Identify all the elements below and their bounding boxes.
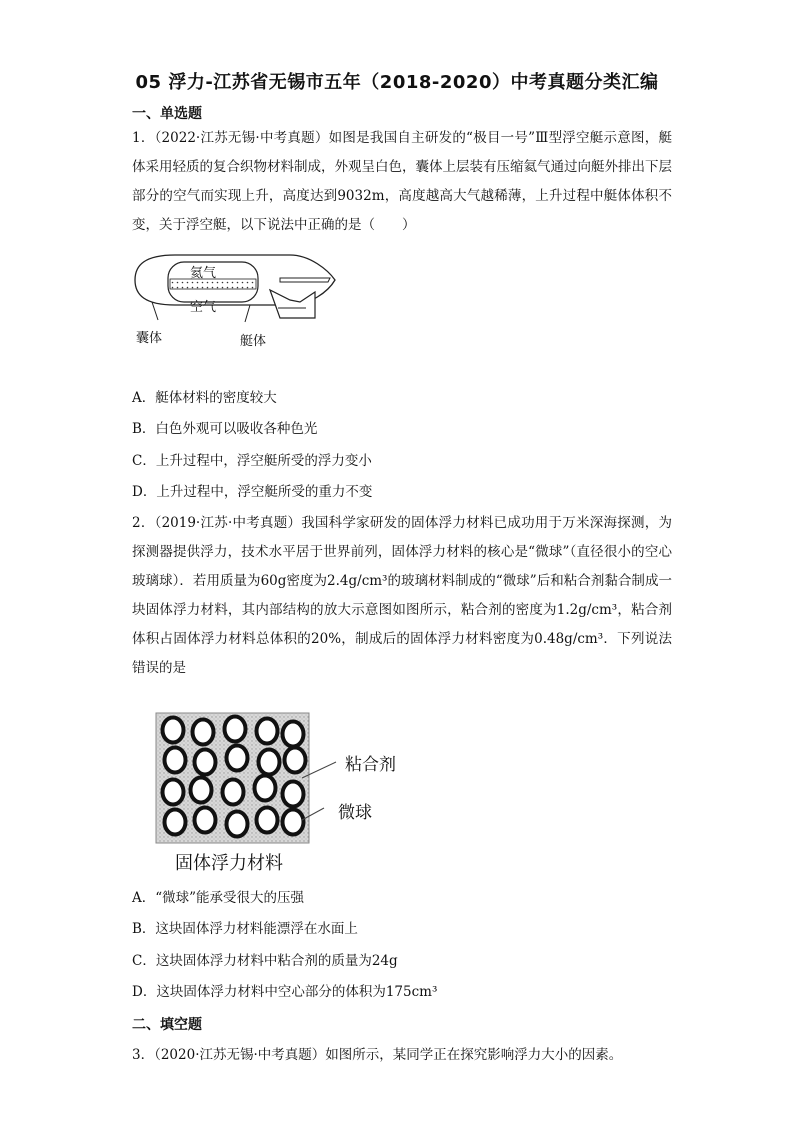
microsphere [227,746,248,771]
question-1-option-b[interactable]: B．白色外观可以吸收各种色光 [132,421,318,437]
microsphere [255,776,276,801]
binder-label: 粘合剂 [345,755,396,775]
microsphere [165,810,186,835]
microsphere [225,717,246,742]
microsphere [193,720,214,745]
microsphere [227,812,248,837]
document-title: 05 浮力-江苏省无锡市五年（2018-2020）中考真题分类汇编 [135,72,659,93]
microsphere [259,750,280,775]
question-2-option-b[interactable]: B．这块固体浮力材料能漂浮在水面上 [132,921,358,937]
microsphere [195,750,216,775]
microsphere [223,780,244,805]
microsphere [283,722,304,747]
question-2-option-c[interactable]: C．这块固体浮力材料中粘合剂的质量为24g [132,953,398,969]
section-heading-fill-blank: 二、填空题 [132,1017,202,1033]
question-2-text: 2．（2019·江苏·中考真题）我国科学家研发的固体浮力材料已成功用于万米深海探测，为探测器提供浮力，技术水平居于世界前列，固体浮力材料的核心是“微球”（直径很小的空心玻璃球）．若用质量为60g密度为2.4g/cm³的玻璃材料制成的“微球”后和粘合剂黏合制成一块固体浮力材料，其内部结构的放大示意图如图所示，粘合剂的密度为1.2g/cm³，粘合剂体积占固体浮力材料总体积的20%，制成后的固体浮力材料密度为0.48g/cm³．下列说法错误的是 [132,515,672,676]
question-1-option-a[interactable]: A．艇体材料的密度较大 [132,390,277,406]
diagram-leader-lines [300,760,340,830]
microsphere [257,808,278,833]
microsphere [163,780,184,805]
question-2-option-a[interactable]: A．“微球”能承受很大的压强 [132,890,305,906]
microsphere [163,718,184,743]
microsphere [191,778,212,803]
microsphere [195,808,216,833]
question-1-option-d[interactable]: D．上升过程中，浮空艇所受的重力不变 [132,484,373,500]
question-1-text: 1．（2022·江苏无锡·中考真题）如图是我国自主研发的“极目一号”Ⅲ型浮空艇示意图，艇体采用轻质的复合织物材料制成，外观呈白色，囊体上层装有压缩氦气通过向艇外排出下层部分的空气而实现上升，高度达到9032m，高度越高大气越稀薄，上升过程中艇体体积不变，关于浮空艇，以下说法中正确的是（ ） [132,130,672,233]
question-1-option-c[interactable]: C．上升过程中，浮空艇所受的浮力变小 [132,453,372,469]
material-caption: 固体浮力材料 [175,853,283,874]
microsphere [257,719,278,744]
microsphere [165,748,186,773]
buoyancy-material-diagram [155,712,310,844]
air-label: 空气 [190,300,217,315]
question-3-text: 3．（2020·江苏无锡·中考真题）如图所示，某同学正在探究影响浮力大小的因素。 [132,1047,623,1063]
section-heading-single-choice: 一、单选题 [132,106,202,122]
question-2-option-d[interactable]: D．这块固体浮力材料中空心部分的体积为175cm³ [132,984,438,1000]
hull-label: 艇体 [240,334,267,349]
helium-label: 氦气 [190,266,217,281]
microsphere-label: 微球 [338,803,372,823]
bag-label: 囊体 [136,331,163,346]
